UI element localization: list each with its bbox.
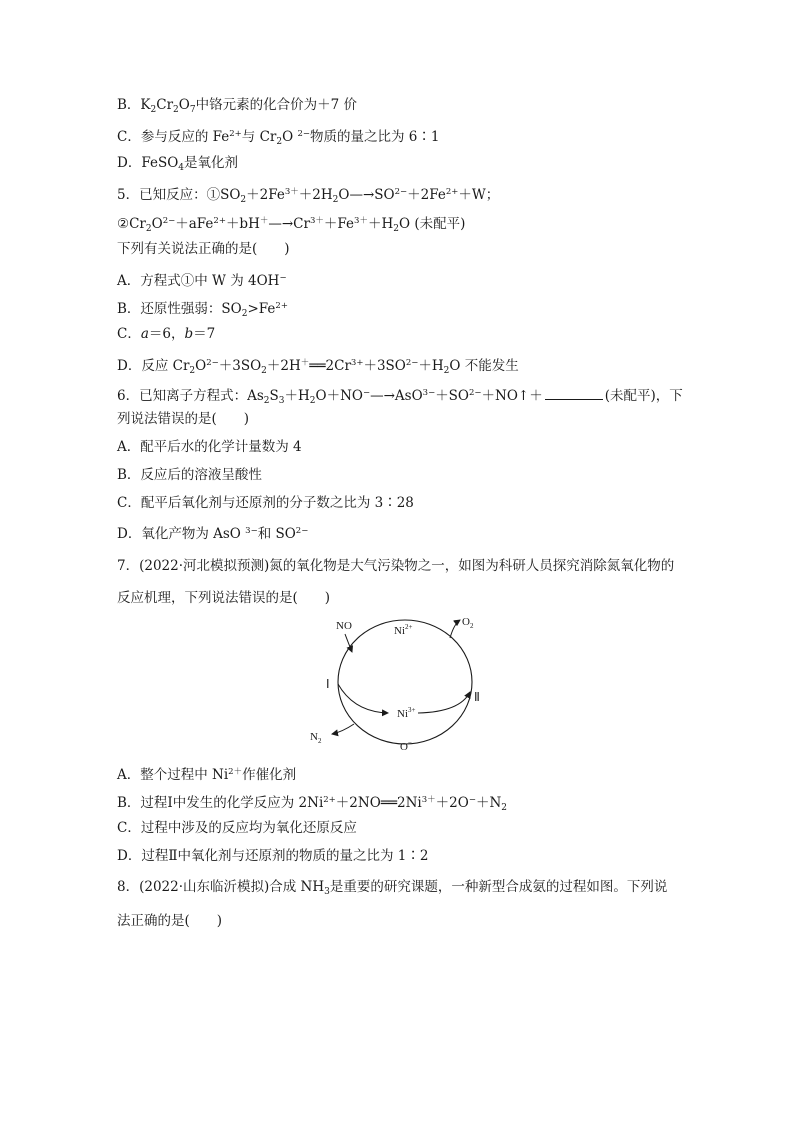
label-o-minus: O− xyxy=(400,739,412,753)
question-6-prompt: 列说法错误的是( ) xyxy=(117,411,250,427)
option-6d: D．氧化产物为 AsO $^{3-}$和 $SO^{2-}$ xyxy=(117,526,309,542)
question-8-stem: 8．(2022·山东临沂模拟)合成 $NH_3$是重要的研究课题，一种新型合成氨的过程如图。下列说 xyxy=(117,879,668,897)
question-5-stem: 5．已知反应：$①SO_2+2Fe^{3+}+2H_2O—\to SO^{2-}+2Fe^{2+}+W$； xyxy=(117,187,500,205)
label-step-i: Ⅰ xyxy=(326,677,330,691)
option-6a: A．配平后水的化学计量数为 4 xyxy=(117,439,302,455)
branch-arrow-ni3-to-ii xyxy=(418,692,470,713)
question-5-reaction-2: $②Cr_2O^{2-}+aFe^{2+}+bH^+—\to Cr^{3+}+Fe^{3+}+H_2O$ (未配平) xyxy=(117,216,466,234)
option-4d: D．FeSO$_4$是氧化剂 xyxy=(117,155,238,173)
option-5b: B．还原性强弱：$SO_2>Fe^{2+}$ xyxy=(117,301,288,319)
answer-blank xyxy=(545,387,603,400)
option-7b: B．过程Ⅰ中发生的化学反应为 $2Ni^{2+}+2NO══2Ni^{3+}+2O^-+N_2$ xyxy=(117,795,508,813)
option-4b: B．$K_2Cr_2O_7$中铬元素的化合价为＋7 价 xyxy=(117,97,357,115)
option-5c: C．a＝6，b＝7 xyxy=(117,326,216,342)
label-n2: $N_2$ xyxy=(310,731,322,745)
option-6b: B．反应后的溶液呈酸性 xyxy=(117,467,262,483)
question-7-prompt: 反应机理，下列说法错误的是( ) xyxy=(117,590,331,606)
cycle-ellipse xyxy=(338,620,472,744)
question-8-prompt: 法正确的是( ) xyxy=(117,913,223,929)
label-ni3: $Ni^{3+}$ xyxy=(397,706,416,720)
n2-output-arrow xyxy=(332,724,354,734)
label-no: NO xyxy=(336,620,352,632)
option-4c: C．参与反应的 $Fe^{2+}$与 $Cr_2O$ $^{2-}$物质的量之比为 6∶1 xyxy=(117,129,440,147)
question-7-stem: 7．(2022·河北模拟预测)氮的氧化物是大气污染物之一，如图为科研人员探究消除氮氧化物的 xyxy=(117,558,675,574)
option-5a: A．方程式①中 W 为 4OH− xyxy=(117,273,287,289)
reaction-mechanism-diagram xyxy=(310,612,500,757)
option-7a: A．整个过程中 $Ni^{2+}$作催化剂 xyxy=(117,767,297,783)
label-ni2: $Ni^{2+}$ xyxy=(394,623,413,637)
label-step-ii: Ⅱ xyxy=(474,690,480,704)
o2-output-arrow xyxy=(450,620,460,638)
option-6c: C．配平后氧化剂与还原剂的分子数之比为 3∶28 xyxy=(117,495,414,511)
branch-arrow-to-ni3 xyxy=(338,684,388,713)
option-7d: D．过程Ⅱ中氧化剂与还原剂的物质的量之比为 1∶2 xyxy=(117,848,429,864)
option-5d: D．反应 $Cr_2O^{2-}+3SO_2+2H^+══2Cr^{3+}+3SO^{2-}+H_2O$ 不能发生 xyxy=(117,358,519,376)
label-o2: $O_2$ xyxy=(462,616,474,630)
question-6-stem: 6．已知离子方程式：$As_2S_3+H_2O+NO^-—\to AsO^{3-}+SO^{2-}+NO↑+$ (未配平)，下 xyxy=(117,388,683,406)
option-7c: C．过程中涉及的反应均为氧化还原反应 xyxy=(117,820,357,836)
question-5-prompt: 下列有关说法正确的是( ) xyxy=(117,241,290,257)
